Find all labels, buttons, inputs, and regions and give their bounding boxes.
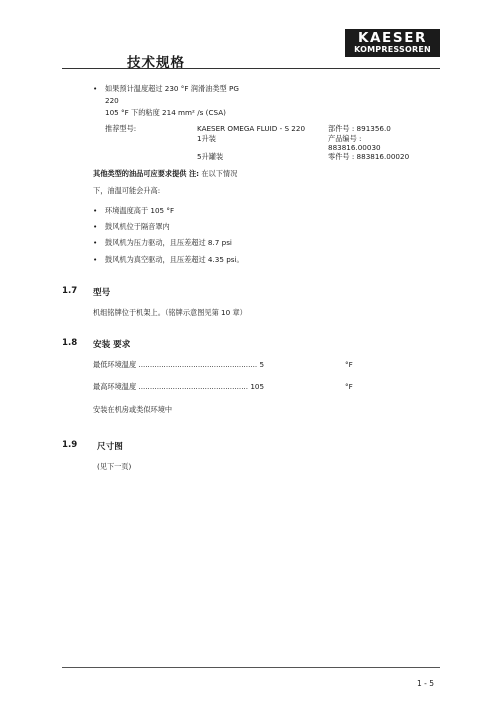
condition-item: 鼓风机位于隔音罩内	[105, 222, 170, 231]
kaeser-logo	[345, 29, 440, 57]
oil-line-1: 如果预计温度超过 230 °F 润滑油类型 PG	[105, 84, 239, 93]
install-location-note: 安装在机房或类似环境中	[93, 405, 173, 414]
recommended-label: 推荐型号:	[105, 124, 137, 133]
section-title-model: 型号	[93, 288, 111, 298]
footer-divider	[62, 667, 440, 668]
min-ambient-temp: 最低环境温度 .................................................... 5	[93, 360, 265, 369]
section-number-1-8: 1.8	[62, 338, 78, 348]
product-name: KAESER OMEGA FLUID - S 220	[197, 124, 306, 133]
part-number-1l: 部件号 : 891356.0	[328, 124, 391, 133]
other-oils-suffix: 在以下情况	[201, 169, 238, 178]
see-next-page: (见下一页)	[97, 462, 132, 471]
section-title-installation: 安装 要求	[93, 340, 131, 350]
nameplate-note: 机组铭牌位于机架上。（铭牌示意图见第 10 章）	[93, 308, 247, 317]
bullet-dot: •	[93, 238, 98, 247]
section-number-1-9: 1.9	[62, 440, 78, 450]
oil-viscosity: 105 °F 下的粘度 214 mm² /s (CSA)	[105, 108, 226, 117]
bullet-dot: •	[93, 206, 98, 215]
product-number-label: 产品编号 :	[328, 134, 362, 143]
product-number-value: 883816.00030	[328, 143, 381, 152]
bullet-dot: •	[93, 84, 98, 93]
temperature-rise-intro: 下，油温可能会升高:	[93, 186, 161, 195]
condition-item: 环境温度高于 105 °F	[105, 206, 175, 215]
page-title: 技术规格	[127, 55, 185, 71]
other-oils-note	[93, 169, 237, 178]
oil-line-2: 220	[105, 96, 119, 105]
part-number-5l: 零件号 : 883816.00020	[328, 152, 410, 161]
bullet-dot: •	[93, 222, 98, 231]
condition-item: 鼓风机为真空驱动，且压差超过 4.35 psi。	[105, 255, 244, 264]
max-ambient-temp: 最高环境温度 ................................................ 105	[93, 382, 265, 391]
condition-item: 鼓风机为压力驱动，且压差超过 8.7 psi	[105, 238, 232, 247]
size-1l: 1升装	[197, 134, 216, 143]
size-5l: 5升罐装	[197, 152, 224, 161]
bullet-dot: •	[93, 255, 98, 264]
page-number: 1 - 5	[417, 679, 435, 688]
min-temp-unit: °F	[345, 360, 353, 369]
max-temp-unit: °F	[345, 382, 353, 391]
logo-brand: KAESER	[357, 30, 428, 46]
other-oils-bold: 其他类型的油品可应要求提供 注:	[93, 169, 200, 178]
section-number-1-7: 1.7	[62, 286, 78, 296]
logo-subbrand: KOMPRESSOREN	[354, 45, 431, 54]
section-title-dimensions: 尺寸图	[97, 442, 123, 452]
header-divider	[62, 68, 440, 69]
